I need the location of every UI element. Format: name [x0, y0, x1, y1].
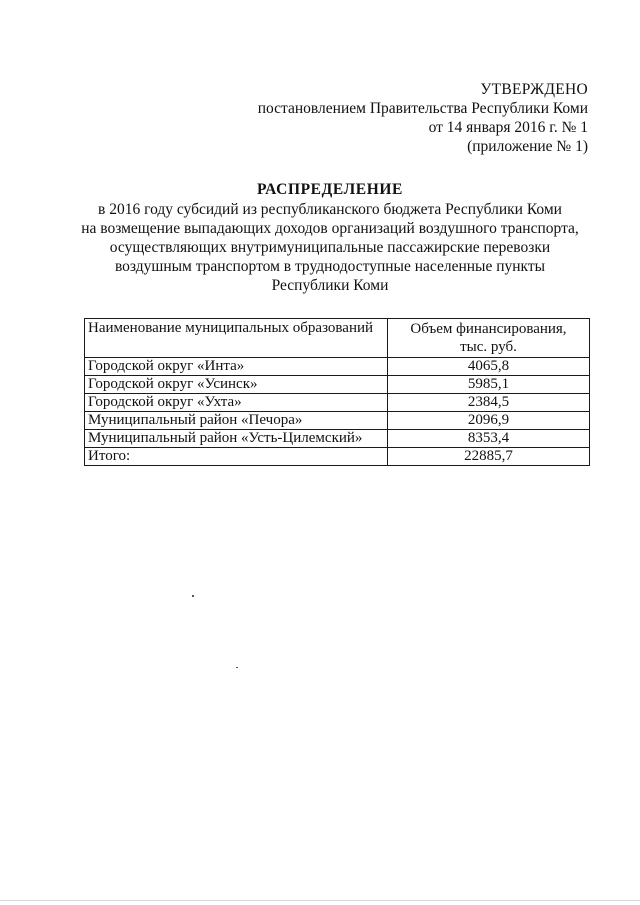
table-row [85, 430, 590, 448]
document-heading [70, 180, 590, 295]
header-name-cell: Наименование муниципальных образований [85, 319, 388, 358]
heading-line: в 2016 году субсидий из республиканского бюджета Республики Коми [98, 201, 562, 218]
row-name-cell: Муниципальный район «Печора» [85, 412, 388, 430]
row-value-cell: 2096,9 [388, 412, 590, 430]
distribution-table [84, 318, 590, 466]
row-name-cell: Городской округ «Ухта» [85, 394, 388, 412]
row-name-cell: Муниципальный район «Усть-Цилемский» [85, 430, 388, 448]
table-row [85, 394, 590, 412]
scan-speck [236, 667, 238, 668]
header-value-unit: тыс. руб. [460, 339, 517, 355]
approved-label: УТВЕРЖДЕНО [480, 81, 588, 98]
row-name-cell: Городской округ «Усинск» [85, 376, 388, 394]
heading-line: Республики Коми [271, 277, 389, 294]
total-value-cell: 22885,7 [388, 448, 590, 466]
document-title: РАСПРЕДЕЛЕНИЕ [257, 181, 403, 198]
scan-edge-line [0, 900, 640, 901]
header-value-cell [388, 319, 590, 358]
row-value-cell: 5985,1 [388, 376, 590, 394]
table-total-row [85, 448, 590, 466]
heading-line: на возмещение выпадающих доходов организаций воздушного транспорта, [81, 220, 579, 237]
approval-appendix: (приложение № 1) [467, 138, 588, 155]
header-value-line: Объем финансирования, [410, 321, 567, 337]
row-value-cell: 8353,4 [388, 430, 590, 448]
total-label-cell: Итого: [85, 448, 388, 466]
row-name-cell: Городской округ «Инта» [85, 358, 388, 376]
heading-line: воздушным транспортом в труднодоступные населенные пункты [114, 258, 546, 275]
approval-resolution: постановлением Правительства Республики Коми [257, 100, 588, 117]
table-row [85, 358, 590, 376]
approval-date: от 14 января 2016 г. № 1 [428, 119, 588, 136]
row-value-cell: 4065,8 [388, 358, 590, 376]
heading-line: осуществляющих внутримуниципальные пассажирские перевозки [109, 239, 551, 256]
table-row [85, 412, 590, 430]
table-header-row [85, 319, 590, 358]
table-row [85, 376, 590, 394]
row-value-cell: 2384,5 [388, 394, 590, 412]
scan-speck [192, 595, 194, 597]
approval-block [258, 80, 588, 156]
